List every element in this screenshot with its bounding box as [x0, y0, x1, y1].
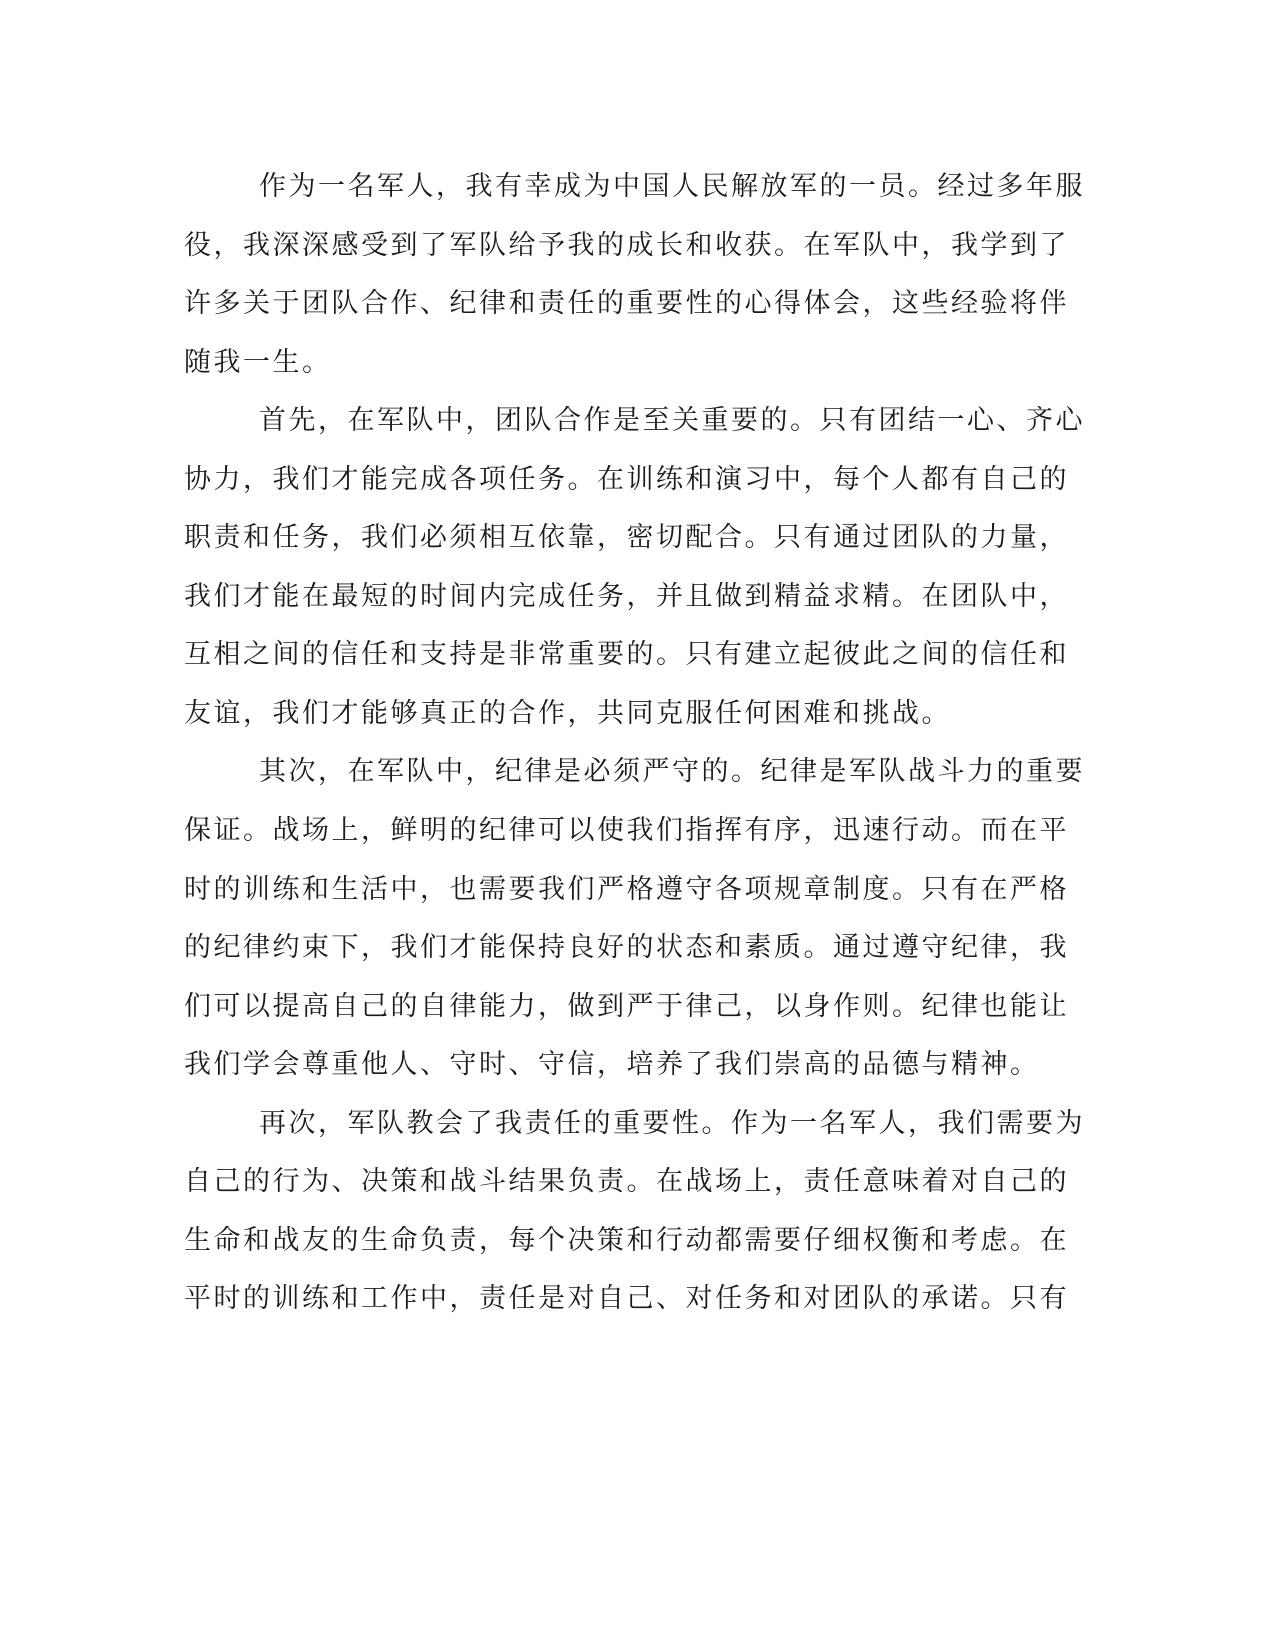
paragraph-1 — [184, 158, 1084, 392]
paragraph-line: 再次，军队教会了我责任的重要性。作为一名军人，我们需要为 — [259, 1107, 1085, 1139]
paragraph-line: 时的训练和生活中，也需要我们严格遵守各项规章制度。只有在严格 — [184, 873, 1069, 905]
paragraph-line: 役，我深深感受到了军队给予我的成长和收获。在军队中，我学到了 — [184, 229, 1069, 261]
paragraph-line: 们可以提高自己的自律能力，做到严于律己，以身作则。纪律也能让 — [184, 990, 1069, 1022]
paragraph-line: 作为一名军人，我有幸成为中国人民解放军的一员。经过多年服 — [259, 171, 1085, 202]
paragraph-line: 自己的行为、决策和战斗结果负责。在战场上，责任意味着对自己的 — [184, 1166, 1069, 1198]
paragraph-3 — [184, 743, 1084, 1094]
document-body — [184, 158, 1084, 1329]
paragraph-line: 首先，在军队中，团队合作是至关重要的。只有团结一心、齐心 — [259, 405, 1085, 437]
paragraph-line: 生命和战友的生命负责，每个决策和行动都需要仔细权衡和考虑。在 — [184, 1224, 1069, 1256]
paragraph-4 — [184, 1095, 1084, 1329]
paragraph-line: 我们学会尊重他人、守时、守信，培养了我们崇高的品德与精神。 — [184, 1049, 1040, 1081]
paragraph-line: 保证。战场上，鲜明的纪律可以使我们指挥有序，迅速行动。而在平 — [184, 815, 1069, 847]
paragraph-line: 的纪律约束下，我们才能保持良好的状态和素质。通过遵守纪律，我 — [184, 932, 1069, 964]
paragraph-line: 平时的训练和工作中，责任是对自己、对任务和对团队的承诺。只有 — [184, 1283, 1069, 1315]
paragraph-line: 我们才能在最短的时间内完成任务，并且做到精益求精。在团队中， — [184, 580, 1069, 612]
paragraph-line: 随我一生。 — [184, 346, 332, 378]
paragraph-line: 职责和任务，我们必须相互依靠，密切配合。只有通过团队的力量， — [184, 522, 1069, 554]
paragraph-line: 其次，在军队中，纪律是必须严守的。纪律是军队战斗力的重要 — [259, 756, 1085, 788]
paragraph-line: 协力，我们才能完成各项任务。在训练和演习中，每个人都有自己的 — [184, 463, 1069, 495]
paragraph-line: 许多关于团队合作、纪律和责任的重要性的心得体会，这些经验将伴 — [184, 288, 1069, 320]
paragraph-2 — [184, 392, 1084, 743]
paragraph-line: 友谊，我们才能够真正的合作，共同克服任何困难和挑战。 — [184, 697, 951, 729]
paragraph-line: 互相之间的信任和支持是非常重要的。只有建立起彼此之间的信任和 — [184, 639, 1069, 671]
